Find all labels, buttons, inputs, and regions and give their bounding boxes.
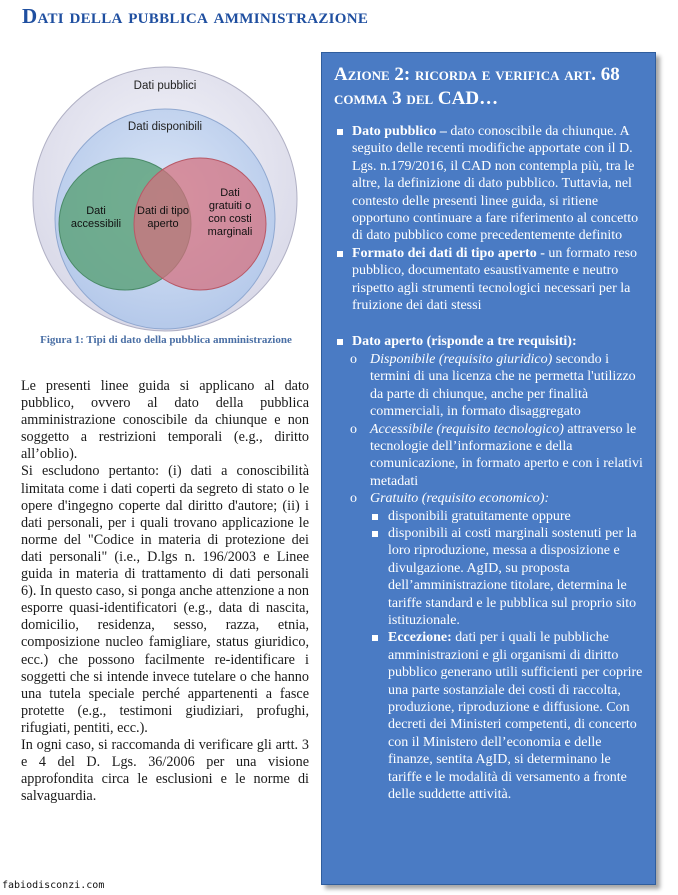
item-label: Dato aperto (risponde a tre requisiti):: [352, 334, 577, 350]
square-bullet-icon: [372, 635, 378, 641]
sub-item-label: Disponibile (requisito giuridico): [370, 351, 553, 367]
venn-diagram: [30, 64, 300, 334]
sub-sub-list-item: [334, 508, 645, 525]
sub-item-text: secondo i termini di una licenza che ne permetta l'utilizzo da parte di chiunque, anche per finalità commerciali, in formato disaggregato: [370, 351, 636, 420]
page-title: Dati della pubblica amministrazione: [22, 4, 369, 28]
square-bullet-icon: [337, 129, 343, 135]
sub-item-label: Accessibile (requisito tecnologico): [370, 421, 564, 437]
item-text: dato conoscibile da chiunque. A seguito delle recenti modifiche apportate con il D. Lgs. n.179/2016, il CAD non contempla più, tra le altre, la definizione di dato pubblico. Tuttavia, nel contesto delle presenti linee guida, si ritiene opportuno continuare a fare riferimento al concetto di dato pubblico come precedentemente definito: [352, 124, 639, 244]
left-body-text: [21, 378, 309, 805]
paragraph-2: Si escludono pertanto: (i) dati a conoscibilità limitata come i dati coperti da segreto di stato o le opere d'ingegno coperte dal diritto d'autore; (ii) i dati personali, per i quali trovano applicazione le norme del "Codice in materia di protezione dei dati personali" (i.e., D.lgs n. 196/2003 e Linee guida in materia di trattamento di dati personali 6). In questo caso, si ponga anche attenzione a non esporre quasi-identificatori (e.g., data di nascita, domicilio, residenza, sesso, razza, etnia, composizione nucleo famigliare, status giuridico, ecc.) che possono facilmente re-identificare i soggetti che si intende invece tutelare o che hanno una tutela speciale perché appartenenti a fasce protette (e.g., testimoni giudiziari, profughi, rifugiati, pentiti, ecc.).: [21, 463, 309, 736]
list-item: [334, 123, 645, 245]
label-inner: Dati disponibili: [127, 121, 203, 133]
square-bullet-icon: [372, 514, 378, 520]
action-box-title: Azione 2: ricorda e verifica art. 68 comma 3 del CAD…: [334, 64, 620, 109]
label-left-2: accessibili: [70, 218, 122, 230]
sub-item-label: Gratuito (requisito economico):: [370, 491, 550, 507]
sub-item-text: attraverso le tecnologie dell’informazione e della comunicazione, in formato aperto e con i relativi metadati: [370, 421, 643, 489]
label-middle-1: Dati di tipo: [137, 205, 189, 217]
label-right-4: marginali: [207, 226, 253, 238]
label-outer: Dati pubblici: [133, 80, 197, 92]
label-right-2: gratuiti o: [208, 200, 252, 212]
item-text: un formato reso pubblico, documentato esaustivamente e neutro rispetto agli strumenti tecnologici necessari per la fruizione dei dati stessi: [352, 245, 638, 314]
figure-caption: Figura 1: Tipi di dato della pubblica amministrazione: [40, 334, 292, 346]
paragraph-1: Le presenti linee guida si applicano al dato pubblico, ovvero al dato della pubblica amministrazione conoscibile da chiunque e non soggetto a restrizioni temporali (e.g., diritto all’oblio).: [21, 378, 309, 463]
circle-bullet-icon: o: [350, 351, 357, 367]
sub-sub-item-label: Eccezione:: [388, 630, 452, 646]
sub-sub-list-item: [334, 629, 645, 803]
sub-sub-list-item: [334, 525, 645, 629]
square-bullet-icon: [337, 251, 343, 257]
sub-sub-item-text: disponibili gratuitamente oppure: [388, 508, 571, 524]
item-label: Formato dei dati di tipo aperto -: [352, 245, 549, 261]
action-box: [321, 52, 656, 885]
paragraph-3: In ogni caso, si raccomanda di verificare gli artt. 3 e 4 del D. Lgs. 36/2006 per una visione approfondita circa le esclusioni e le norme di salvaguardia.: [21, 736, 309, 805]
square-bullet-icon: [337, 339, 343, 345]
item-separator: –: [436, 124, 451, 139]
circle-bullet-icon: o: [350, 491, 357, 507]
list-item: [334, 245, 645, 315]
sub-list-item: [334, 421, 645, 491]
item-label: Dato pubblico: [352, 124, 437, 139]
label-right-1: Dati: [220, 187, 240, 199]
action-box-body: [334, 123, 645, 803]
sub-list-item: [334, 490, 645, 507]
sub-sub-item-text: dati per i quali le pubbliche amministrazioni e gli organismi di diritto pubblico generano utili sufficienti per coprire una parte sostanziale dei costi di raccolta, produzione, riproduzione e diffusione. Con decreti dei Ministeri competenti, di concerto con il Ministero dell’economia e delle finanze, sentita AgID, si determinano le tariffe e le modalità di versamento a fronte delle suddette attività.: [388, 630, 643, 803]
sub-list-item: [334, 351, 645, 421]
circle-bullet-icon: o: [350, 421, 357, 437]
label-left-1: Dati: [86, 205, 106, 217]
sub-sub-item-text: disponibili ai costi marginali sostenuti per la loro riproduzione, messa a disposizione e divulgazione. AgID, su proposta dell’amministrazione titolare, determina le tariffe standard e le pubblica sul proprio sito istituzionale.: [388, 525, 637, 628]
site-watermark: fabiodisconzi.com: [2, 880, 105, 891]
square-bullet-icon: [372, 531, 378, 537]
label-right-3: con costi: [208, 213, 252, 225]
label-middle-2: aperto: [147, 218, 179, 230]
list-item: [334, 333, 645, 350]
